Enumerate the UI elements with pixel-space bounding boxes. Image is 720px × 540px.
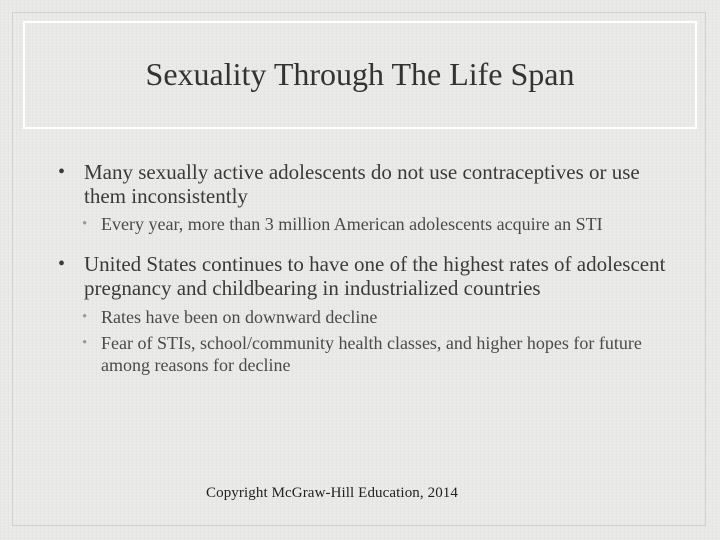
sub-bullet-dot: •: [82, 216, 88, 232]
sub-bullet-2-2-text: Fear of STIs, school/community health classes, and higher hopes for future among reasons for decline: [101, 333, 642, 375]
bullet-dot: •: [58, 253, 66, 275]
sub-bullet-1-1-text: Every year, more than 3 million American adolescents acquire an STI: [101, 214, 603, 234]
sub-bullet-2-1: [82, 306, 668, 328]
bullet-1-text: Many sexually active adolescents do not use contraceptives or use them inconsistently: [84, 160, 640, 208]
sub-bullet-dot: •: [82, 335, 88, 351]
bullet-dot: •: [58, 161, 66, 183]
bullet-1: [58, 160, 668, 208]
slide-body: [58, 160, 668, 376]
bullet-2: [58, 252, 668, 300]
sub-bullet-dot: •: [82, 309, 88, 325]
sub-bullet-2-1-text: Rates have been on downward decline: [101, 307, 378, 327]
slide-title: Sexuality Through The Life Span: [145, 56, 575, 92]
sub-bullet-1-1: [82, 213, 668, 235]
sub-bullet-2-2: [82, 332, 668, 376]
copyright-footer: Copyright McGraw-Hill Education, 2014: [206, 485, 458, 501]
bullet-2-text: United States continues to have one of the highest rates of adolescent pregnancy and childbearing in industrialized countries: [84, 252, 666, 300]
